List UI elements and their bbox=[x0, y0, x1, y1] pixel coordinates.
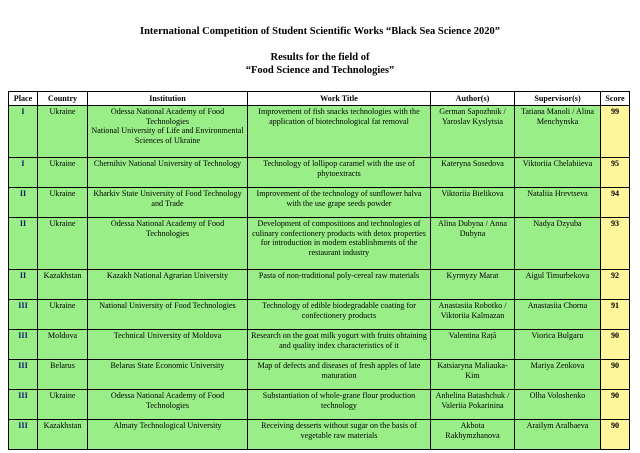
authors-cell: Anastasiia Robotko / Viktoriia Kalmazan bbox=[431, 300, 515, 330]
country-cell: Moldova bbox=[38, 330, 88, 360]
work-title-cell: Receiving desserts without sugar on the basis of vegetable raw materials bbox=[248, 420, 431, 450]
score-cell: 90 bbox=[601, 360, 630, 390]
institution-cell: Chernihiv National University of Technology bbox=[88, 158, 248, 188]
work-title-cell: Improvement of the technology of sunflower halva with the use grape seeds powder bbox=[248, 188, 431, 218]
supervisors-cell: Aigul Timurbekova bbox=[515, 270, 601, 300]
work-title-cell: Technology of edible biodegradable coating for confectionery products bbox=[248, 300, 431, 330]
institution-cell: Odessa National Academy of Food Technologies National University of Life and Environmental Sciences of Ukraine bbox=[88, 106, 248, 158]
table-header-row bbox=[9, 92, 630, 106]
table-row bbox=[9, 390, 630, 420]
country-cell: Kazakhstan bbox=[38, 270, 88, 300]
score-cell: 99 bbox=[601, 106, 630, 158]
country-cell: Ukraine bbox=[38, 106, 88, 158]
authors-cell: Valentina Rață bbox=[431, 330, 515, 360]
column-header-authors: Author(s) bbox=[431, 92, 515, 106]
country-cell: Ukraine bbox=[38, 158, 88, 188]
institution-cell: Kazakh National Agrarian University bbox=[88, 270, 248, 300]
authors-cell: Katsiaryna Maliauka-Kim bbox=[431, 360, 515, 390]
country-cell: Ukraine bbox=[38, 300, 88, 330]
work-title-cell: Pasta of non-traditional poly-cereal raw materials bbox=[248, 270, 431, 300]
authors-cell: Viktoriia Bielikova bbox=[431, 188, 515, 218]
column-header-work-title: Work Title bbox=[248, 92, 431, 106]
score-cell: 91 bbox=[601, 300, 630, 330]
document-title: International Competition of Student Scientific Works “Black Sea Science 2020” bbox=[139, 26, 500, 37]
place-cell: III bbox=[9, 390, 38, 420]
country-cell: Ukraine bbox=[38, 218, 88, 270]
institution-cell: Odessa National Academy of Food Technologies bbox=[88, 218, 248, 270]
place-cell: III bbox=[9, 300, 38, 330]
table-row bbox=[9, 270, 630, 300]
institution-cell: National University of Food Technologies bbox=[88, 300, 248, 330]
supervisors-cell: Tatiana Manoli / Alina Menchynska bbox=[515, 106, 601, 158]
country-cell: Ukraine bbox=[38, 390, 88, 420]
score-cell: 92 bbox=[601, 270, 630, 300]
authors-cell: German Sapozhnik / Yaroslav Kyslytsia bbox=[431, 106, 515, 158]
authors-cell: Kateryna Sosedova bbox=[431, 158, 515, 188]
place-cell: III bbox=[9, 330, 38, 360]
column-header-place: Place bbox=[9, 92, 38, 106]
score-cell: 90 bbox=[601, 390, 630, 420]
supervisors-cell: Mariya Zenkova bbox=[515, 360, 601, 390]
field-subtitle-line1: Results for the field of bbox=[270, 52, 370, 63]
institution-cell: Belarus State Economic University bbox=[88, 360, 248, 390]
table-row bbox=[9, 218, 630, 270]
table-row bbox=[9, 158, 630, 188]
place-cell: III bbox=[9, 420, 38, 450]
authors-cell: Kyrmyzy Marat bbox=[431, 270, 515, 300]
work-title-cell: Research on the goat milk yogurt with fruits obtaining and quality index characteristics of it bbox=[248, 330, 431, 360]
place-cell: I bbox=[9, 158, 38, 188]
supervisors-cell: Viktoriia Chelabiieva bbox=[515, 158, 601, 188]
authors-cell: Akbota Rakhymzhanova bbox=[431, 420, 515, 450]
supervisors-cell: Anastasiia Chorna bbox=[515, 300, 601, 330]
work-title-cell: Development of compositions and technologies of culinary confectionery products with detox properties for introduction in modern establishments of the restaurant industry bbox=[248, 218, 431, 270]
supervisors-cell: Viorica Bulgaru bbox=[515, 330, 601, 360]
score-cell: 94 bbox=[601, 188, 630, 218]
place-cell: III bbox=[9, 360, 38, 390]
country-cell: Kazakhstan bbox=[38, 420, 88, 450]
supervisors-cell: Arailym Aralbaeva bbox=[515, 420, 601, 450]
column-header-institution: Institution bbox=[88, 92, 248, 106]
table-row bbox=[9, 106, 630, 158]
score-cell: 90 bbox=[601, 420, 630, 450]
supervisors-cell: Olha Voloshenko bbox=[515, 390, 601, 420]
results-table bbox=[8, 91, 630, 450]
place-cell: II bbox=[9, 270, 38, 300]
score-cell: 90 bbox=[601, 330, 630, 360]
place-cell: II bbox=[9, 218, 38, 270]
table-row bbox=[9, 330, 630, 360]
institution-cell: Kharkiv State University of Food Technology and Trade bbox=[88, 188, 248, 218]
score-cell: 93 bbox=[601, 218, 630, 270]
place-cell: II bbox=[9, 188, 38, 218]
work-title-cell: Technology of lollipop caramel with the use of phytoextracts bbox=[248, 158, 431, 188]
table-row bbox=[9, 188, 630, 218]
country-cell: Belarus bbox=[38, 360, 88, 390]
institution-cell: Technical University of Moldova bbox=[88, 330, 248, 360]
supervisors-cell: Nadya Dzyuba bbox=[515, 218, 601, 270]
column-header-supervisors: Supervisor(s) bbox=[515, 92, 601, 106]
work-title-cell: Improvement of fish snacks technologies with the application of biotechnological fat removal bbox=[248, 106, 431, 158]
authors-cell: Alina Dubyna / Anna Dubyna bbox=[431, 218, 515, 270]
table-row bbox=[9, 420, 630, 450]
table-row bbox=[9, 300, 630, 330]
institution-cell: Almaty Technological University bbox=[88, 420, 248, 450]
institution-cell: Odessa National Academy of Food Technologies bbox=[88, 390, 248, 420]
supervisors-cell: Nataliia Hrevtseva bbox=[515, 188, 601, 218]
column-header-score: Score bbox=[601, 92, 630, 106]
score-cell: 95 bbox=[601, 158, 630, 188]
country-cell: Ukraine bbox=[38, 188, 88, 218]
column-header-country: Country bbox=[38, 92, 88, 106]
field-subtitle-line2: “Food Science and Technologies” bbox=[245, 65, 395, 76]
work-title-cell: Substantiation of whole-grane flour production technology bbox=[248, 390, 431, 420]
table-row bbox=[9, 360, 630, 390]
work-title-cell: Map of defects and diseases of fresh apples of late maturation bbox=[248, 360, 431, 390]
place-cell: I bbox=[9, 106, 38, 158]
authors-cell: Anhelina Batashchuk / Valeriia Pokarinina bbox=[431, 390, 515, 420]
